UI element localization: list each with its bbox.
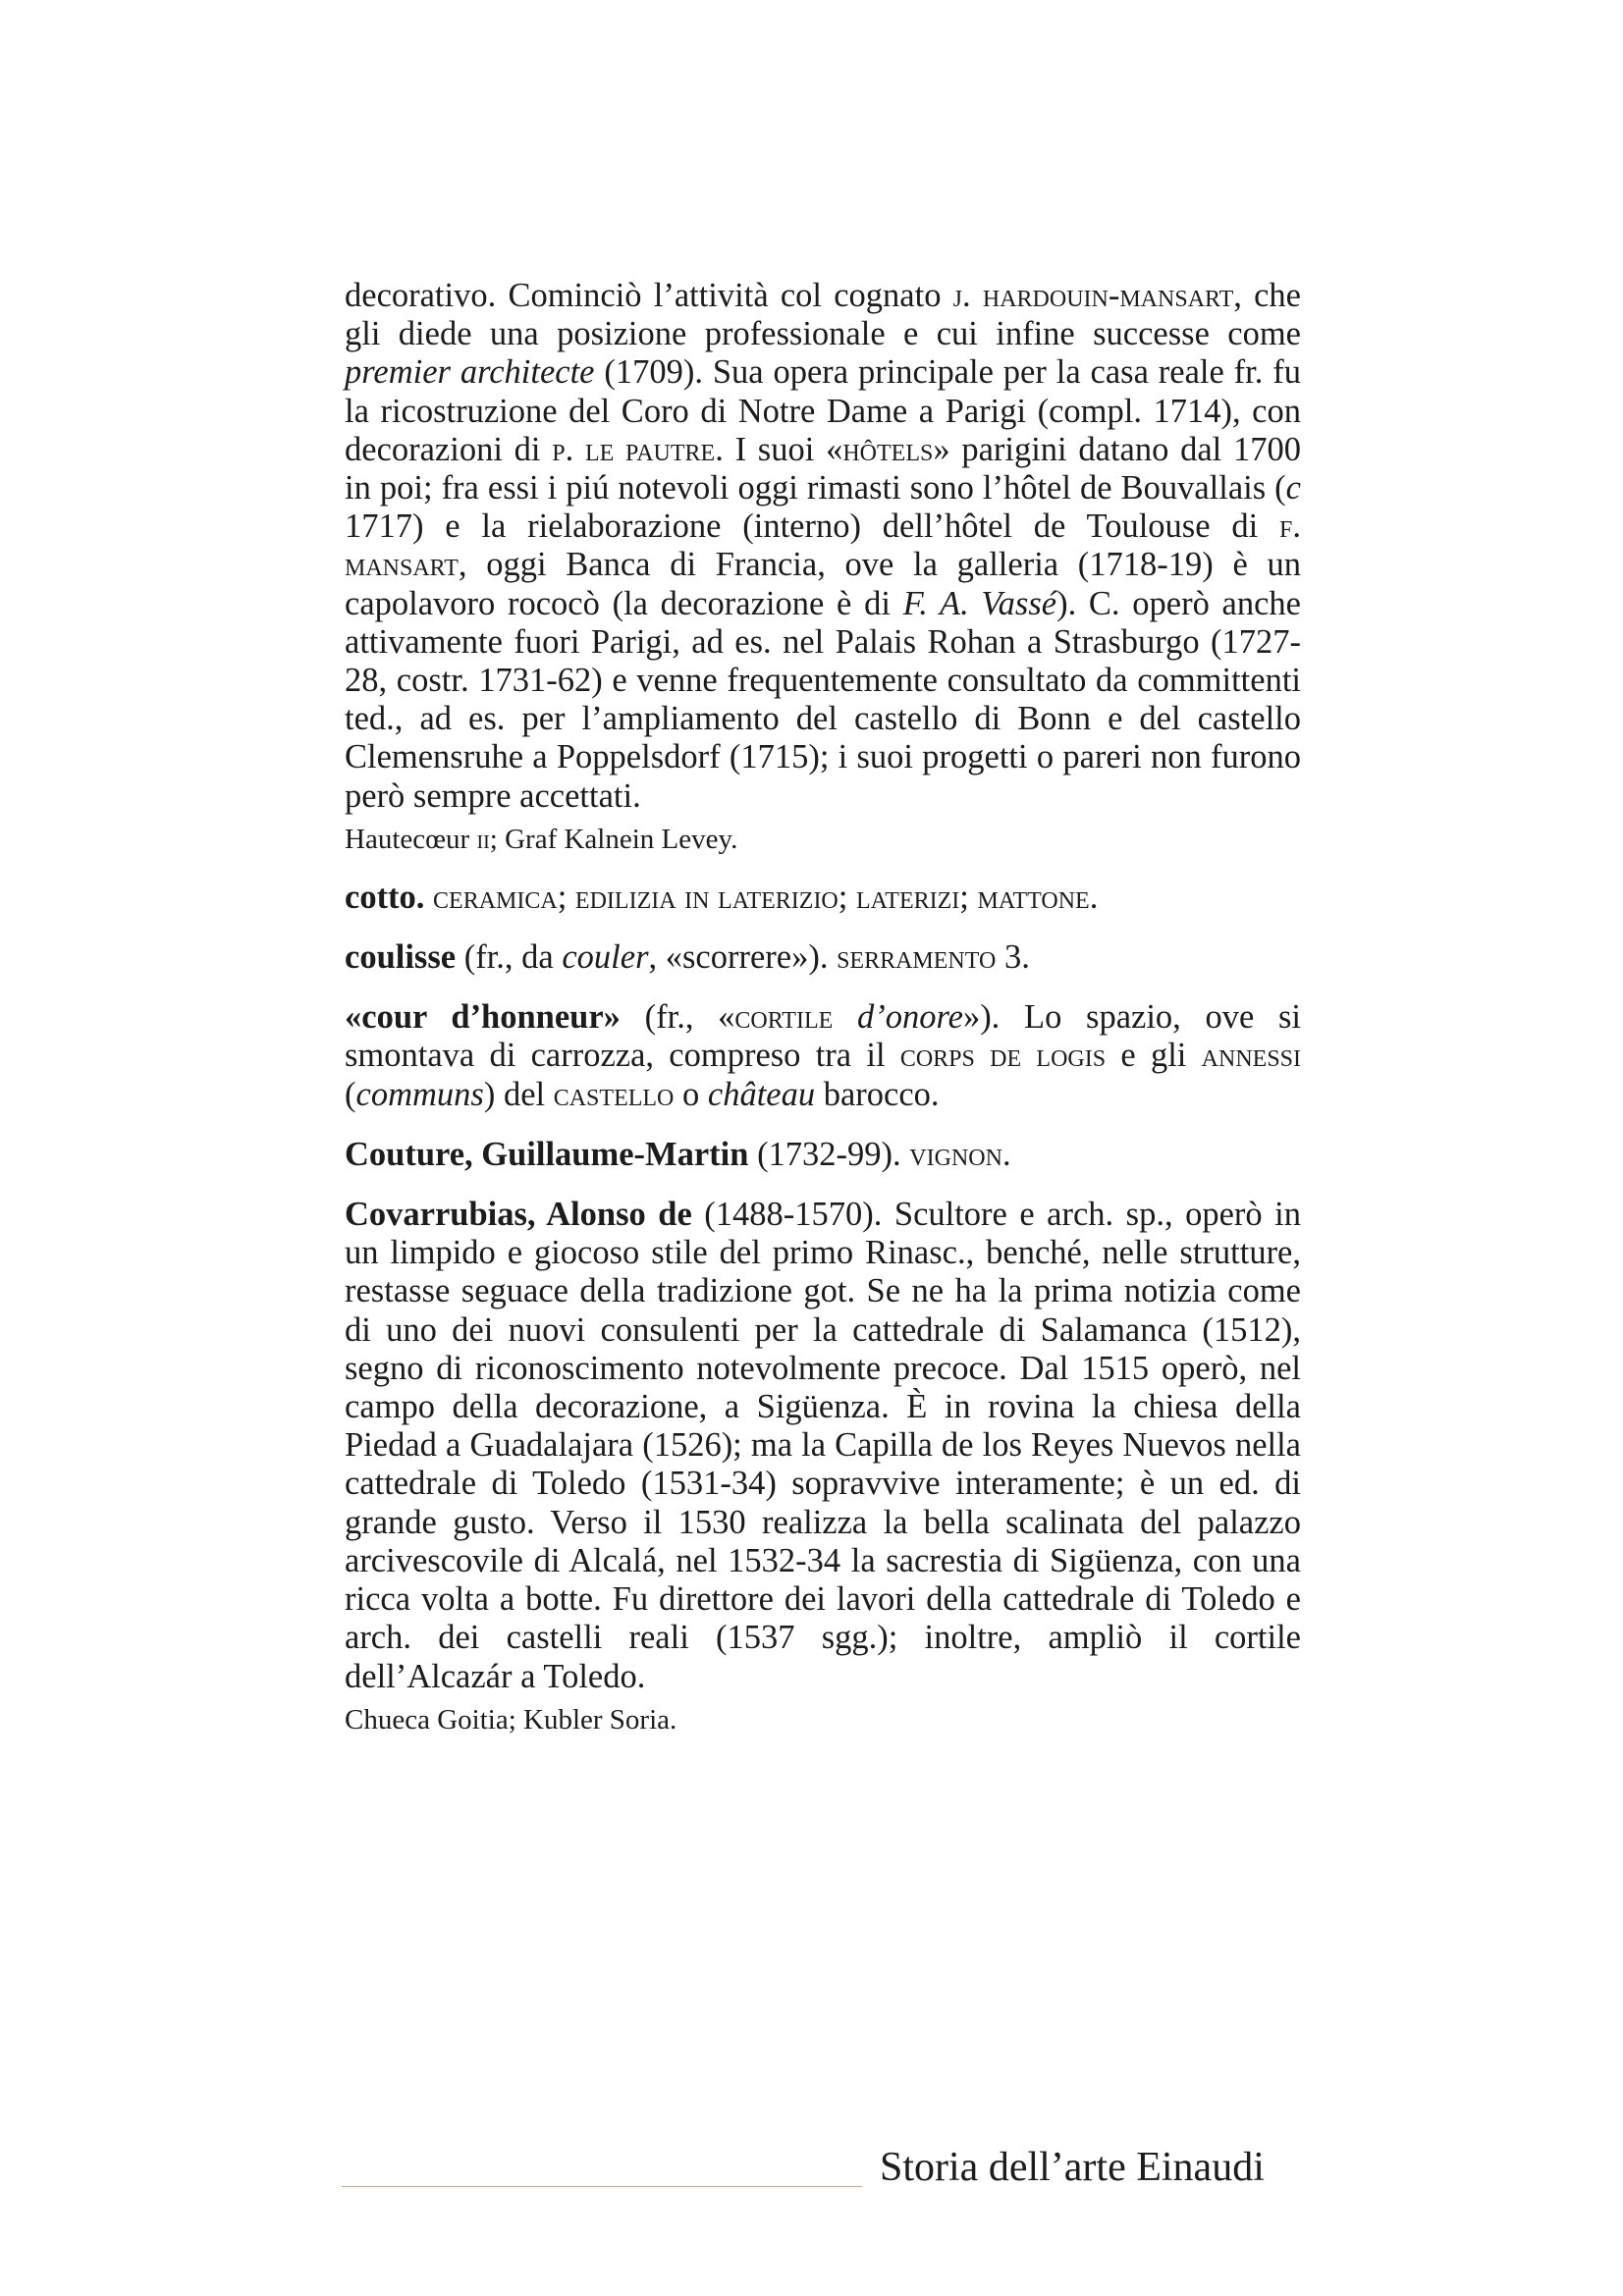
entry-coste-continuation bbox=[345, 277, 1301, 857]
cross-reference: serramento bbox=[837, 938, 997, 977]
text-column bbox=[345, 277, 1301, 1737]
text-run: Chueca Goitia; Kubler Soria. bbox=[345, 1703, 677, 1735]
text-run: Hautecœur bbox=[345, 823, 477, 855]
text-run: ; Graf Kalnein Levey. bbox=[489, 823, 738, 855]
bibliography bbox=[345, 822, 1301, 857]
cross-reference: hôtels bbox=[842, 430, 934, 468]
entry-headword: Couture, Guillaume-Martin bbox=[345, 1135, 749, 1173]
footer-rule bbox=[342, 2186, 862, 2187]
text-run: 1717) e la rielaborazione (interno) dell’hôtel de Toulouse di bbox=[345, 507, 1280, 546]
entry-headword: cotto. bbox=[345, 878, 425, 916]
cross-reference: vignon bbox=[909, 1135, 1002, 1173]
italic-term: couler bbox=[562, 938, 649, 977]
text-run: , «scorrere»). bbox=[648, 938, 838, 977]
text-run: ( bbox=[345, 1075, 356, 1113]
cross-reference: castello bbox=[553, 1075, 675, 1113]
footer-title: Storia dell’arte Einaudi bbox=[880, 2145, 1265, 2190]
entry-body bbox=[345, 1196, 1301, 1696]
text-run bbox=[833, 998, 857, 1036]
italic-term: château bbox=[707, 1075, 816, 1113]
entry-body bbox=[345, 277, 1301, 816]
text-run: ) del bbox=[483, 1075, 554, 1113]
text-run: . bbox=[1001, 1135, 1011, 1173]
text-run: ). C. operò anche attivamente fuori Parigi, ad es. nel Palais Rohan a Strasburgo (1727-28, costr. 1731-62) e venne frequentemente consultato da committenti ted., ad es. per l’ampliamento del castello di Bonn e del castello Clemensruhe a Poppelsdorf (1715); i suoi progetti o pareri non furono però sempre accettati. bbox=[345, 584, 1301, 815]
entry-headword: coulisse bbox=[345, 938, 457, 977]
entry-covarrubias bbox=[345, 1196, 1301, 1737]
italic-term: d’onore bbox=[856, 998, 963, 1037]
text-run: barocco. bbox=[815, 1075, 940, 1113]
text-run: e gli bbox=[1106, 1037, 1202, 1075]
entry-coulisse bbox=[345, 938, 1301, 977]
text-run: » parigini datano dal 1700 in poi; fra essi i piú notevoli oggi rimasti sono l’hôtel de Bouvallais ( bbox=[345, 430, 1301, 507]
entry-couture bbox=[345, 1136, 1301, 1174]
cross-reference: corps de logis bbox=[899, 1037, 1107, 1075]
italic-term: F. A. Vassé bbox=[902, 584, 1057, 622]
entry-cour-d-honneur bbox=[345, 998, 1301, 1114]
volume-number: ii bbox=[476, 823, 490, 855]
text-run: (fr., da bbox=[456, 938, 563, 977]
entry-headword: Covarrubias, Alonso de bbox=[345, 1196, 692, 1234]
text-run: (1732-99). bbox=[748, 1135, 910, 1173]
entry-cotto bbox=[345, 879, 1301, 917]
cross-reference: annessi bbox=[1201, 1037, 1302, 1075]
entry-body bbox=[345, 1136, 1301, 1174]
italic-term: communs bbox=[355, 1075, 484, 1113]
text-run: (1488-1570). Scultore e arch. sp., operò in un limpido e giocoso stile del primo Rinasc., benché, nelle strutture, restasse seguace della tradizione got. Se ne ha la prima notizia come di uno dei nuovi consulenti per la cattedrale di Salamanca (1512), segno di riconoscimento notevolmente precoce. Dal 1515 operò, nel campo della decorazione, a Sigüenza. È in rovina la chiesa della Piedad a Guadalajara (1526); ma la Capilla de los Reyes Nuevos nella cattedrale di Toledo (1531-34) sopravvive interamente; è un ed. di grande gusto. Verso il 1530 realizza la bella scalinata del palazzo arcivescovile di Alcalá, nel 1532-34 la sacrestia di Sigüenza, con una ricca volta a botte. Fu direttore dei lavori della cattedrale di Toledo e arch. dei castelli reali (1537 sgg.); inoltre, ampliò il cortile dell’Alcazár a Toledo. bbox=[345, 1196, 1301, 1695]
text-run: 3. bbox=[996, 938, 1030, 977]
cross-reference: cortile bbox=[734, 998, 834, 1037]
text-run: o bbox=[674, 1075, 708, 1113]
cross-reference: f. mansart bbox=[345, 507, 1301, 584]
text-run: (fr., « bbox=[620, 998, 735, 1037]
italic-term: premier architecte bbox=[345, 353, 595, 392]
cross-reference: j. hardouin-mansart bbox=[952, 277, 1234, 314]
text-run: , che gli diede una posizione professionale e cui infine successe come bbox=[345, 277, 1301, 353]
text-run: . I suoi « bbox=[715, 430, 843, 468]
text-run: »). Lo spazio, ove si smontava di carrozza, compreso tra il bbox=[345, 998, 1301, 1075]
entry-headword: «cour d’honneur» bbox=[345, 998, 621, 1037]
cross-reference: ceramica; edilizia in laterizio; laterizi; mattone. bbox=[424, 878, 1099, 916]
entry-body bbox=[345, 879, 1301, 917]
bibliography bbox=[345, 1702, 1301, 1737]
entry-body bbox=[345, 938, 1301, 977]
text-run: (1709). Sua opera principale per la casa reale fr. fu la ricostruzione del Coro di Notre Dame a Parigi (compl. 1714), con decorazioni di bbox=[345, 353, 1301, 468]
italic-term: c bbox=[1285, 469, 1301, 507]
entry-body bbox=[345, 998, 1301, 1114]
text-run: decorativo. Cominciò l’attività col cognato bbox=[345, 277, 953, 314]
text-run: , oggi Banca di Francia, ove la galleria (1718-19) è un capolavoro rococò (la decorazione è di bbox=[345, 546, 1301, 622]
cross-reference: p. le pautre bbox=[552, 430, 716, 468]
